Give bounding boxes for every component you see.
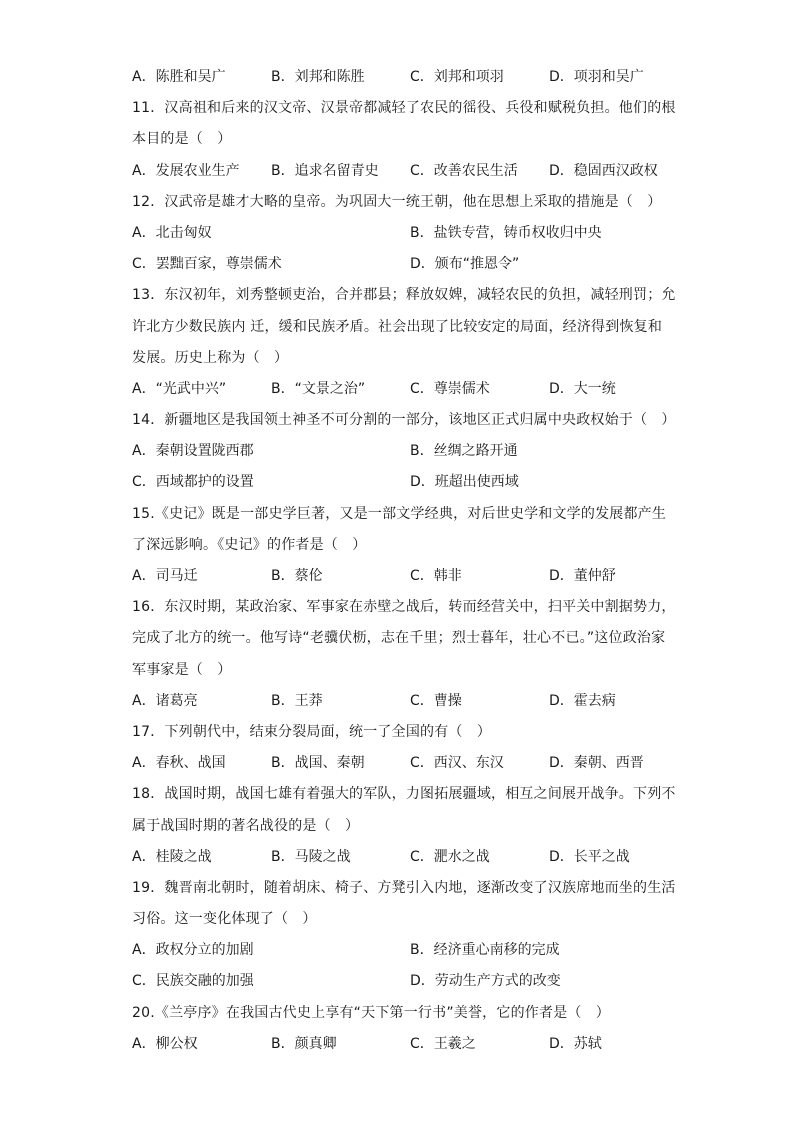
answer-option: B．战国、秦朝: [271, 755, 365, 772]
answer-option: B．刘邦和陈胜: [271, 69, 365, 85]
question-text-line: 完成了北方的统一。他写诗“老骥伏枥，志在千里；烈士暮年，壮心不已。”这位政治家: [132, 630, 666, 647]
answer-option: C．曹操: [410, 692, 462, 709]
answer-option: A．司马迁: [132, 568, 198, 584]
question-text-line: 15.《史记》既是一部史学巨著，又是一部文学经典，对后世史学和文学的发展都产生: [132, 505, 667, 522]
question-text-line: 发展。历史上称为（ ）: [132, 349, 289, 366]
answer-option: A．桂陵之战: [132, 848, 212, 865]
answer-options-row: [132, 218, 692, 249]
answer-option: B．王莽: [271, 692, 323, 709]
question-text-line: 20.《兰亭序》在我国古代史上享有“天下第一行书”美誉，它的作者是（ ）: [132, 1004, 610, 1021]
answer-option: C．韩非: [410, 568, 462, 584]
answer-option: C．刘邦和项羽: [410, 69, 504, 85]
answer-option: B．马陵之战: [271, 848, 351, 865]
question-text-line: 18．战国时期，战国七雄有着强大的军队，力图拓展疆域，相互之间展开战争。下列不: [132, 786, 676, 803]
answer-option: C．王羲之: [410, 1035, 476, 1052]
answer-option: C．改善农民生活: [410, 162, 518, 179]
answer-option: D．霍去病: [549, 692, 616, 709]
question-text-line: 军事家是（ ）: [132, 661, 232, 678]
answer-option: D．颁布“推恩令”: [410, 256, 520, 273]
answer-options-row: [132, 467, 692, 498]
answer-options-row: [132, 1029, 692, 1060]
answer-option: B．丝绸之路开通: [410, 443, 518, 460]
question-text-line: 19．魏晋南北朝时，随着胡床、椅子、方凳引入内地，逐渐改变了汉族席地而坐的生活: [132, 879, 676, 896]
answer-options-row: [132, 156, 692, 187]
answer-options-row: [132, 935, 692, 966]
question-text-line: 16．东汉时期，某政治家、军事家在赤壁之战后，转而经营关中，扫平关中割据势力，: [132, 599, 676, 616]
answer-option: A．政权分立的加剧: [132, 942, 254, 959]
answer-options-row: [132, 62, 692, 93]
answer-option: C．尊崇儒术: [410, 380, 490, 397]
answer-options-row: [132, 436, 692, 467]
answer-option: A．北击匈奴: [132, 224, 212, 241]
answer-option: C．民族交融的加强: [132, 973, 254, 990]
answer-options-row: [132, 748, 692, 779]
answer-options-row: [132, 374, 692, 405]
answer-option: A．秦朝设置陇西郡: [132, 443, 254, 460]
question-text-line: 11．汉高祖和后来的汉文帝、汉景帝都减轻了农民的徭役、兵役和赋税负担。他们的根: [132, 100, 676, 117]
answer-option: B．颜真卿: [271, 1035, 337, 1052]
answer-option: B．“文景之治”: [271, 380, 366, 397]
question-text-line: 属于战国时期的著名战役的是（ ）: [132, 817, 360, 834]
answer-option: C．罢黜百家，尊崇儒术: [132, 256, 282, 273]
answer-option: A．发展农业生产: [132, 162, 240, 179]
question-text-line: 14．新疆地区是我国领土神圣不可分割的一部分，该地区正式归属中央政权始于（ ）: [132, 412, 676, 429]
answer-option: A．陈胜和吴广: [132, 69, 226, 85]
answer-option: D．班超出使西域: [410, 474, 519, 491]
answer-option: A．柳公权: [132, 1035, 198, 1052]
answer-options-row: [132, 686, 692, 717]
answer-option: B．经济重心南移的完成: [410, 942, 560, 959]
answer-option: D．稳固西汉政权: [549, 162, 658, 179]
answer-option: D．劳动生产方式的改变: [410, 973, 561, 990]
answer-option: C．西汉、东汉: [410, 755, 504, 772]
answer-option: B．蔡伦: [271, 568, 323, 584]
answer-option: A．春秋、战国: [132, 755, 226, 772]
answer-option: D．苏轼: [549, 1035, 602, 1052]
question-text-line: 许北方少数民族内 迁，缓和民族矛盾。社会出现了比较安定的局面，经济得到恢复和: [132, 318, 663, 335]
question-list: [132, 62, 692, 1060]
question-text-line: 习俗。这一变化体现了（ ）: [132, 911, 317, 928]
question-text-line: 本目的是（ ）: [132, 131, 232, 148]
answer-option: C．淝水之战: [410, 848, 490, 865]
answer-option: B．追求名留青史: [271, 162, 379, 179]
answer-option: A．诸葛亮: [132, 692, 198, 709]
question-text-line: 12．汉武帝是雄才大略的皇帝。为巩固大一统王朝，他在思想上采取的措施是（ ）: [132, 193, 662, 210]
answer-option: A．“光武中兴”: [132, 380, 227, 397]
answer-option: D．项羽和吴广: [549, 69, 644, 85]
question-text-line: 13．东汉初年，刘秀整顿吏治，合并郡县；释放奴婢，减轻农民的负担，减轻刑罚；允: [132, 287, 676, 304]
question-text-line: 17．下列朝代中，结束分裂局面，统一了全国的有（ ）: [132, 723, 492, 740]
question-text-line: 了深远影响。《史记》的作者是（ ）: [132, 536, 367, 553]
answer-option: D．秦朝、西晋: [549, 755, 644, 772]
answer-options-row: [132, 561, 692, 592]
answer-options-row: [132, 842, 692, 873]
answer-option: D．董仲舒: [549, 568, 616, 584]
answer-options-row: [132, 966, 692, 997]
answer-option: B．盐铁专营，铸币权收归中央: [410, 224, 602, 241]
answer-option: C．西域都护的设置: [132, 474, 254, 491]
answer-option: D．长平之战: [549, 848, 630, 865]
answer-options-row: [132, 249, 692, 280]
answer-option: D．大一统: [549, 380, 616, 397]
